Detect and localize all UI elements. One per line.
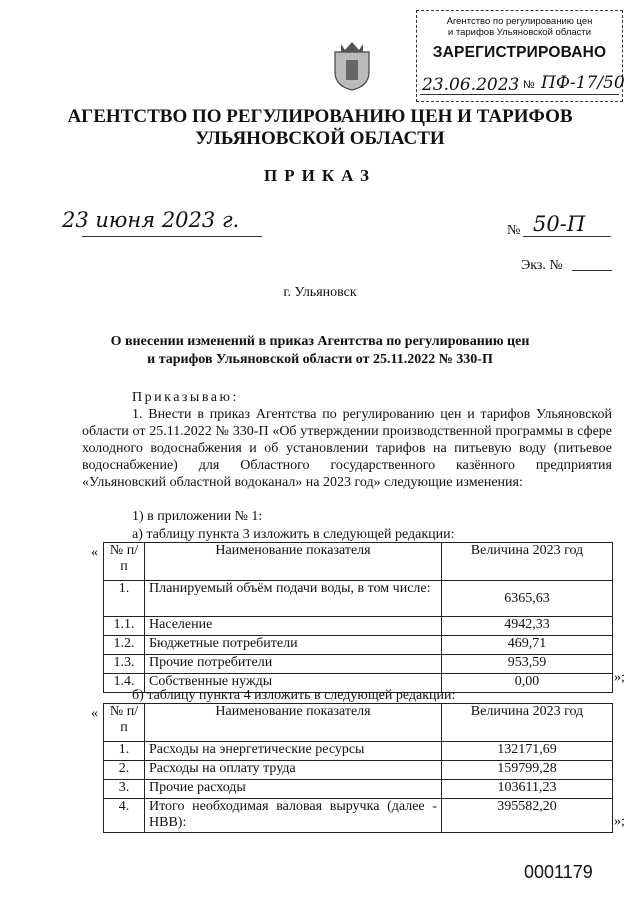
table-row <box>104 617 613 636</box>
table-cell: Расходы на оплату труда <box>145 761 442 780</box>
order-date: 23 июня 2023 г. <box>62 208 240 232</box>
agency-title-line-1: АГЕНТСТВО ПО РЕГУЛИРОВАНИЮ ЦЕН И ТАРИФОВ <box>67 106 573 127</box>
item-a: а) таблицу пункта 3 изложить в следующей редакции: <box>132 527 455 542</box>
order-number-label: № <box>507 223 521 238</box>
table-cell: 2. <box>104 761 145 780</box>
date-underline <box>82 236 262 237</box>
table-cell: 1.4. <box>104 674 145 693</box>
table-cell: 4942,33 <box>442 617 613 636</box>
stamp-line-2: и тарифов Ульяновской области <box>447 27 592 38</box>
table-row <box>104 543 613 581</box>
order-number: 50-П <box>533 212 586 236</box>
table-cell: Итого необходимая валовая выручка (далее - НВВ): <box>145 799 442 833</box>
header-cell: № п/п <box>104 704 145 742</box>
serial-number: 0001179 <box>524 862 593 882</box>
table-cell: 159799,28 <box>442 761 613 780</box>
table-row <box>104 704 613 742</box>
stamp-underline <box>420 94 619 95</box>
stamp-date: 23.06.2023 <box>422 75 520 95</box>
table-cell: 469,71 <box>442 636 613 655</box>
table-row <box>104 761 613 780</box>
table-cell: 1. <box>104 581 145 617</box>
registration-stamp <box>416 10 623 102</box>
table-row <box>104 636 613 655</box>
table-2-open-quote: « <box>91 706 98 721</box>
table-2 <box>103 703 613 833</box>
subject-line-1: О внесении изменений в приказ Агентства по регулированию цен <box>110 334 530 349</box>
subject-line-2: и тарифов Ульяновской области от 25.11.2022 № 330-П <box>147 352 493 367</box>
table-cell: 1.1. <box>104 617 145 636</box>
copy-number-label: Экз. № <box>521 258 563 273</box>
table-row <box>104 655 613 674</box>
table-row <box>104 780 613 799</box>
table-2-close-quote: »; <box>614 814 625 829</box>
item-1: 1) в приложении № 1: <box>132 509 263 524</box>
table-cell: 1.3. <box>104 655 145 674</box>
number-underline <box>523 236 611 237</box>
table-cell: Бюджетные потребители <box>145 636 442 655</box>
table-row <box>104 742 613 761</box>
stamp-number-label: № <box>523 79 535 91</box>
table-cell: Планируемый объём подачи воды, в том числе: <box>145 581 442 617</box>
table-1-open-quote: « <box>91 545 98 560</box>
table-row <box>104 581 613 617</box>
table-cell: Прочие расходы <box>145 780 442 799</box>
order-word: Приказываю: <box>132 390 239 405</box>
stamp-line-1: Агентство по регулированию цен <box>446 16 593 27</box>
table-row <box>104 799 613 833</box>
table-cell: 3. <box>104 780 145 799</box>
stamp-registered: ЗАРЕГИСТРИРОВАНО <box>432 44 607 61</box>
city: г. Ульяновск <box>283 285 357 300</box>
item-b: б) таблицу пункта 4 изложить в следующей редакции: <box>132 688 456 703</box>
table-cell: Прочие потребители <box>145 655 442 674</box>
table-cell: 1. <box>104 742 145 761</box>
table-cell: 103611,23 <box>442 780 613 799</box>
copy-number-underline <box>572 270 612 271</box>
coat-of-arms-emblem <box>331 40 373 92</box>
table-cell: 953,59 <box>442 655 613 674</box>
table-cell: 395582,20 <box>442 799 613 833</box>
table-cell: 6365,63 <box>442 581 613 617</box>
table-cell: 0,00 <box>442 674 613 693</box>
header-cell: Величина 2023 год <box>442 543 613 581</box>
table-1-close-quote: »; <box>614 670 625 685</box>
table-cell: 1.2. <box>104 636 145 655</box>
table-cell: Население <box>145 617 442 636</box>
table-cell: 4. <box>104 799 145 833</box>
paragraph-1: 1. Внести в приказ Агентства по регулированию цен и тарифов Ульяновской области от 25.11.2022 № 330-П «Об утверждении производственной программы в сфере холодного водоснабжения и об установлении тарифов на питьевую воду (питьевое водоснабжение) для Областного государственного казённого предприятия «Ульяновский областной водоканал» на 2023 год» следующие изменения: <box>82 407 612 490</box>
stamp-number: ПФ-17/50 <box>541 73 625 93</box>
header-cell: Величина 2023 год <box>442 704 613 742</box>
table-1 <box>103 542 613 693</box>
header-cell: Наименование показателя <box>145 543 442 581</box>
header-cell: № п/п <box>104 543 145 581</box>
document-type: ПРИКАЗ <box>264 166 376 185</box>
table-cell: 132171,69 <box>442 742 613 761</box>
table-cell: Собственные нужды <box>145 674 442 693</box>
header-cell: Наименование показателя <box>145 704 442 742</box>
table-cell: Расходы на энергетические ресурсы <box>145 742 442 761</box>
agency-title-line-2: УЛЬЯНОВСКОЙ ОБЛАСТИ <box>195 128 445 149</box>
